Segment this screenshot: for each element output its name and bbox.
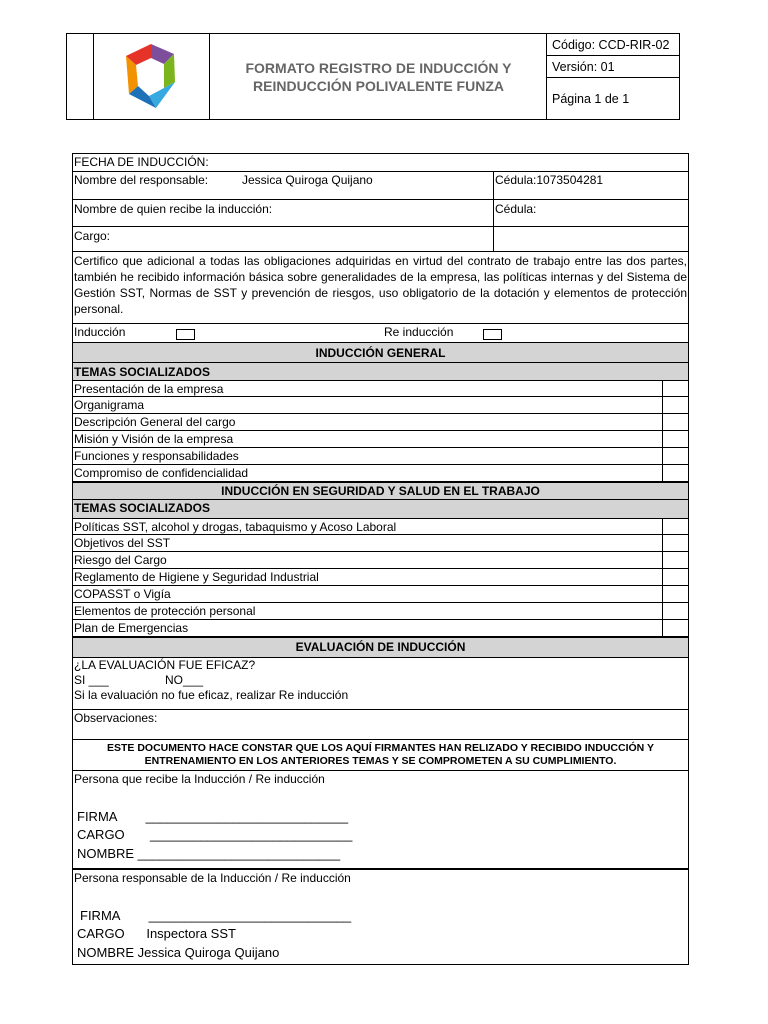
topic-label: Compromiso de confidencialidad: [74, 466, 249, 480]
topic-label: Presentación de la empresa: [74, 382, 224, 396]
topic-label: Plan de Emergencias: [74, 621, 189, 635]
table-row: [73, 586, 688, 603]
document-meta: [546, 34, 680, 119]
topic-check-cell[interactable]: [662, 414, 688, 430]
document-header: [66, 33, 680, 120]
topic-check-cell[interactable]: [662, 586, 688, 602]
evaluacion-options: [73, 673, 688, 688]
recibe-firma-line[interactable]: FIRMA ____________________________: [77, 809, 349, 824]
induccion-general-title: INDUCCIÓN GENERAL: [73, 343, 688, 363]
document-version: Versión: 01: [547, 56, 680, 78]
topic-label: Reglamento de Higiene y Seguridad Industrial: [74, 570, 319, 584]
topic-label: Funciones y responsabilidades: [74, 449, 239, 463]
topic-label: Políticas SST, alcohol y drogas, tabaquismo y Acoso Laboral: [74, 520, 397, 534]
responsable-name[interactable]: Jessica Quiroga Quijano: [242, 173, 373, 187]
document-page: Página 1 de 1: [552, 92, 630, 106]
responsable-firma-line[interactable]: FIRMA ____________________________: [80, 908, 352, 923]
certifico-paragraph: Certifico que adicional a todas las obligaciones adquiridas en virtud del contrato de trabajo entre las dos partes, también he recibido información básica sobre generalidades de la empresa, las políticas internas y del Sistema de Gestión SST, Normas de SST y prevención de riesgos, uso obligatorio de la dotación y elementos de protección personal.: [73, 252, 688, 324]
document-title: [210, 34, 547, 119]
table-row: [73, 465, 688, 482]
responsable-label: Nombre del responsable:: [74, 173, 209, 187]
table-row: [73, 569, 688, 586]
evaluacion-no[interactable]: NO___: [165, 673, 204, 687]
reinduccion-checkbox[interactable]: [483, 329, 502, 340]
cargo-row: [73, 227, 688, 252]
table-row: [73, 414, 688, 431]
firma-recibe-block: [73, 771, 688, 868]
table-row: [73, 518, 688, 535]
induccion-sst-title: INDUCCIÓN EN SEGURIDAD Y SALUD EN EL TRABAJO: [73, 482, 688, 500]
induccion-label: Inducción: [74, 325, 126, 339]
topic-label: COPASST o Vigía: [74, 587, 171, 601]
topic-check-cell[interactable]: [662, 397, 688, 413]
persona-recibe-label: Persona que recibe la Inducción / Re inducción: [74, 772, 325, 786]
firma-responsable-block: [73, 868, 688, 964]
topic-check-cell[interactable]: [662, 448, 688, 464]
table-row: [73, 431, 688, 448]
evaluacion-block: [73, 658, 688, 710]
topic-label: Riesgo del Cargo: [74, 553, 167, 567]
cargo-label: Cargo:: [74, 229, 111, 243]
table-row: [73, 620, 688, 637]
table-row: [73, 380, 688, 397]
table-row: [73, 397, 688, 414]
evaluacion-si[interactable]: SI ___: [74, 673, 109, 687]
fecha-label: FECHA DE INDUCCIÓN:: [74, 155, 209, 169]
cargo-extra-cell[interactable]: [493, 227, 688, 251]
topic-check-cell[interactable]: [662, 569, 688, 585]
induction-form: [72, 153, 689, 965]
topic-label: Elementos de protección personal: [74, 604, 256, 618]
tipo-induccion-row: [73, 324, 688, 343]
responsable-row: [73, 172, 688, 200]
table-row: [73, 603, 688, 620]
induccion-checkbox[interactable]: [176, 329, 195, 340]
document-code: Código: CCD-RIR-02: [547, 34, 680, 56]
recibe-cedula[interactable]: Cédula:: [493, 200, 688, 226]
document-title-text: FORMATO REGISTRO DE INDUCCIÓN Y REINDUCCIÓN POLIVALENTE FUNZA: [245, 59, 512, 94]
topic-check-cell[interactable]: [662, 431, 688, 447]
topic-check-cell[interactable]: [662, 465, 688, 481]
recibe-nombre-line[interactable]: NOMBRE ____________________________: [77, 846, 341, 861]
responsable-cedula[interactable]: Cédula:1073504281: [493, 172, 688, 199]
evaluacion-question: ¿LA EVALUACIÓN FUE EFICAZ?: [74, 658, 256, 672]
responsable-cargo-line[interactable]: CARGO Inspectora SST: [77, 926, 236, 941]
responsable-nombre-line[interactable]: NOMBRE Jessica Quiroga Quijano: [77, 945, 280, 960]
persona-responsable-label: Persona responsable de la Inducción / Re inducción: [74, 871, 351, 885]
company-logo: [93, 34, 210, 119]
constancia-text: ESTE DOCUMENTO HACE CONSTAR QUE LOS AQUÍ FIRMANTES HAN RELIZADO Y RECIBIDO INDUCCIÓN Y ENTRENAMIENTO EN LOS ANTERIORES TEMAS Y SE COMPROMETEN A SU CUMPLIMIENTO.: [73, 740, 688, 771]
temas-socializados-sst: TEMAS SOCIALIZADOS: [73, 500, 688, 518]
recibe-row: [73, 200, 688, 227]
topic-label: Objetivos del SST: [74, 536, 171, 550]
topic-check-cell[interactable]: [662, 381, 688, 396]
topic-label: Organigrama: [74, 398, 145, 412]
temas-socializados-general: TEMAS SOCIALIZADOS: [73, 363, 688, 380]
evaluacion-note: Si la evaluación no fue eficaz, realizar Re inducción: [74, 688, 349, 702]
topic-check-cell[interactable]: [662, 620, 688, 636]
topic-check-cell[interactable]: [662, 519, 688, 534]
topic-label: Misión y Visión de la empresa: [74, 432, 234, 446]
table-row: [73, 552, 688, 569]
recibe-cargo-line[interactable]: CARGO ____________________________: [77, 827, 353, 842]
topic-check-cell[interactable]: [662, 535, 688, 551]
topic-label: Descripción General del cargo: [74, 415, 236, 429]
table-row: [73, 535, 688, 552]
evaluacion-title: EVALUACIÓN DE INDUCCIÓN: [73, 637, 688, 658]
topic-check-cell[interactable]: [662, 603, 688, 619]
reinduccion-label: Re inducción: [384, 325, 454, 339]
table-row: [73, 448, 688, 465]
fecha-row: [73, 154, 688, 172]
topic-check-cell[interactable]: [662, 552, 688, 568]
recibe-label: Nombre de quien recibe la inducción:: [74, 202, 273, 216]
logo-hexagon-icon: [94, 34, 209, 119]
observaciones-label[interactable]: Observaciones:: [73, 710, 688, 740]
